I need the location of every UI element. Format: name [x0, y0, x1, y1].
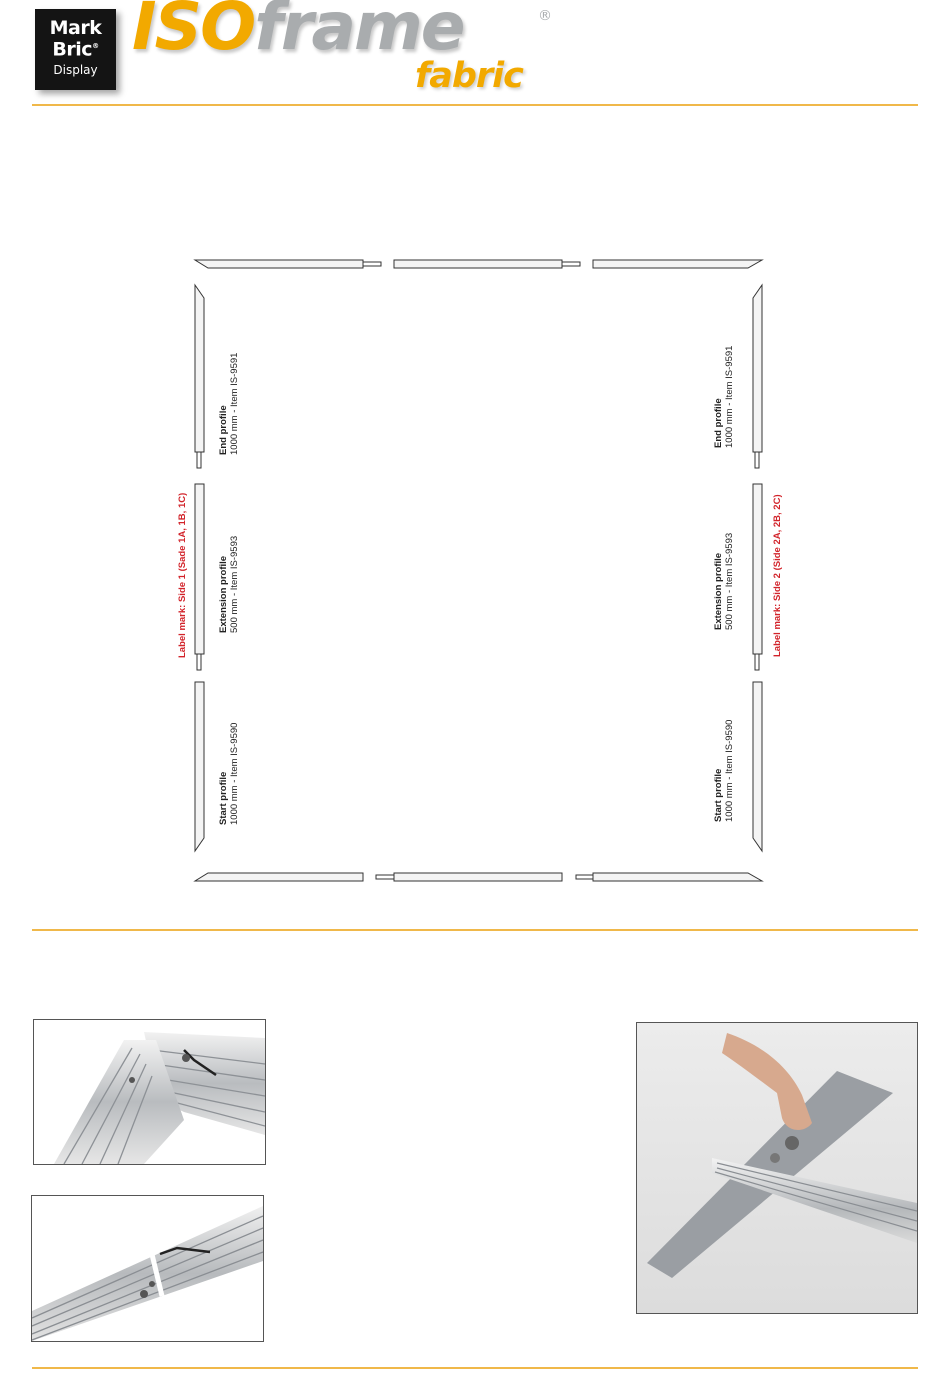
- right-start-profile-label: Start profile 1000 mm - Item IS-9590: [713, 719, 735, 822]
- right-extension-profile-label: Extension profile 500 mm - Item IS-9593: [713, 532, 735, 630]
- brand-registered-mark: ®: [538, 8, 552, 24]
- left-extension-profile-label: Extension profile 500 mm - Item IS-9593: [218, 535, 240, 633]
- left-start-profile-label: Start profile 1000 mm - Item IS-9590: [218, 722, 240, 825]
- top-middle-connector: [562, 262, 580, 266]
- top-right-profile: [593, 260, 762, 268]
- bottom-left-connector: [376, 875, 394, 879]
- logo-text-mark: Mark: [49, 17, 102, 39]
- logo-text-bric: Bric®: [52, 38, 99, 61]
- footer-divider: [32, 1367, 918, 1369]
- logo-text-display: Display: [53, 63, 98, 78]
- left-extension-profile: [195, 484, 204, 654]
- top-left-connector: [363, 262, 381, 266]
- bottom-middle-profile: [394, 873, 562, 881]
- right-end-profile: [753, 285, 762, 452]
- brand-fabric: fabric: [415, 56, 523, 96]
- right-end-connector: [755, 452, 759, 468]
- top-middle-profile: [394, 260, 562, 268]
- corner-joint-photo: [33, 1019, 266, 1165]
- straight-joint-photo: [31, 1195, 264, 1342]
- brand-iso: ISO: [132, 0, 255, 65]
- bottom-right-profile: [593, 873, 762, 881]
- bottom-left-profile: [195, 873, 363, 881]
- right-start-profile: [753, 682, 762, 851]
- left-end-profile: [195, 285, 204, 452]
- left-label-mark: Label mark: Side 1 (Sade 1A, 1B, 1C): [177, 492, 188, 658]
- left-end-profile-label: End profile 1000 mm - Item IS-9591: [218, 352, 240, 455]
- top-left-profile: [195, 260, 363, 268]
- right-extension-profile: [753, 484, 762, 654]
- right-end-profile-label: End profile 1000 mm - Item IS-9591: [713, 345, 735, 448]
- middle-divider: [32, 929, 918, 931]
- left-extension-connector: [197, 654, 201, 670]
- right-extension-connector: [755, 654, 759, 670]
- brand-frame: frame: [254, 0, 464, 65]
- bottom-right-connector: [576, 875, 593, 879]
- left-end-connector: [197, 452, 201, 468]
- left-start-profile: [195, 682, 204, 851]
- right-label-mark: Label mark: Side 2 (Side 2A, 2B, 2C): [772, 494, 783, 657]
- assembly-hand-photo: [636, 1022, 918, 1314]
